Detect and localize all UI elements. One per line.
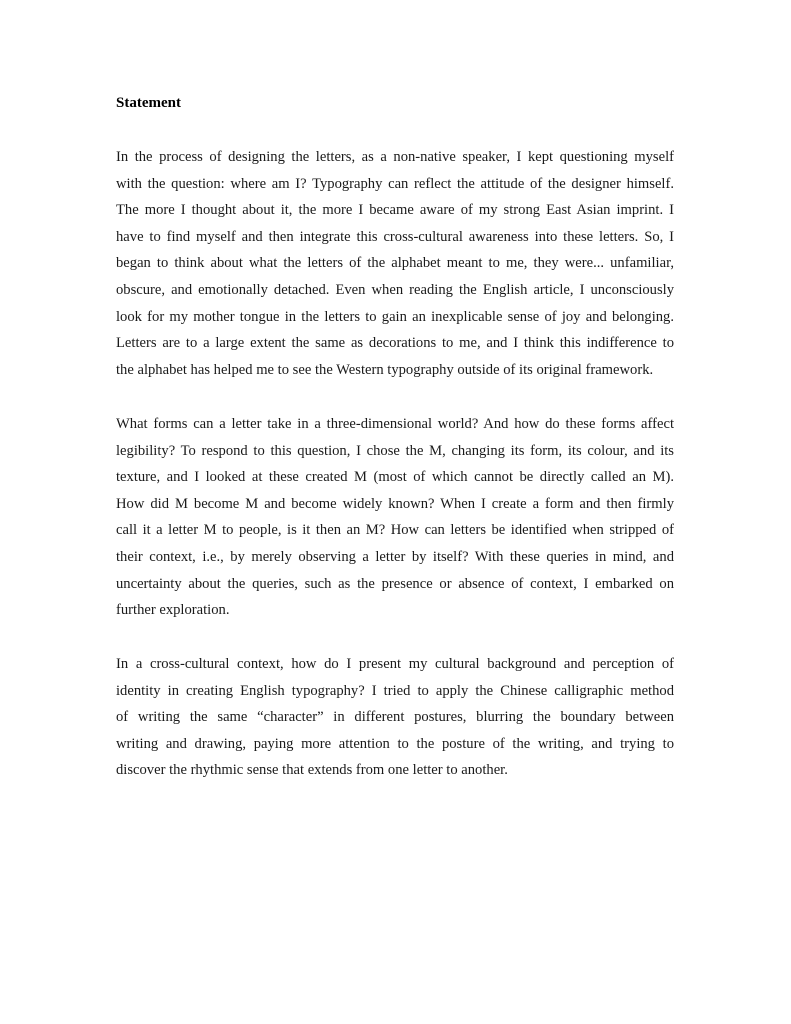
text-line: their context, i.e., by merely observing a letter by itself? With these queries in mind, and — [116, 548, 674, 565]
text-line: How did M become M and become widely known? When I create a form and then firmly — [116, 495, 674, 512]
text-line: identity in creating English typography? I tried to apply the Chinese calligraphic method — [116, 682, 674, 699]
text-line: obscure, and emotionally detached. Even when reading the English article, I unconsciously — [116, 281, 674, 298]
text-line: have to find myself and then integrate this cross-cultural awareness into these letters. So, I — [116, 228, 674, 245]
text-line: began to think about what the letters of the alphabet meant to me, they were... unfamiliar, — [116, 255, 674, 272]
paragraph-3 — [116, 651, 674, 784]
paragraph-2 — [116, 411, 674, 624]
text-line: The more I thought about it, the more I became aware of my strong East Asian imprint. I — [116, 202, 674, 219]
paragraph-1 — [116, 144, 674, 383]
page-title: Statement — [116, 95, 181, 111]
text-line: the alphabet has helped me to see the Western typography outside of its original framework. — [116, 361, 654, 378]
text-line: call it a letter M to people, is it then an M? How can letters be identified when stripped of — [116, 522, 674, 539]
text-line: with the question: where am I? Typography can reflect the attitude of the designer himself. — [116, 175, 674, 192]
text-line: look for my mother tongue in the letters to gain an inexplicable sense of joy and belonging. — [116, 308, 674, 325]
text-line: writing and drawing, paying more attention to the posture of the writing, and trying to — [116, 735, 674, 752]
text-line: texture, and I looked at these created M (most of which cannot be directly called an M). — [116, 469, 674, 486]
text-line: further exploration. — [116, 602, 230, 619]
text-line: What forms can a letter take in a three-dimensional world? And how do these forms affect — [116, 416, 674, 432]
text-line: In the process of designing the letters, as a non-native speaker, I kept questioning myself — [116, 149, 674, 165]
text-line: of writing the same “character” in different postures, blurring the boundary between — [116, 709, 674, 726]
text-line: discover the rhythmic sense that extends from one letter to another. — [116, 762, 508, 779]
text-line: In a cross-cultural context, how do I present my cultural background and perception of — [116, 656, 674, 672]
text-line: uncertainty about the queries, such as the presence or absence of context, I embarked on — [116, 575, 674, 592]
text-line: legibility? To respond to this question, I chose the M, changing its form, its colour, and its — [116, 442, 674, 459]
text-line: Letters are to a large extent the same as decorations to me, and I think this indifference to — [116, 335, 674, 352]
